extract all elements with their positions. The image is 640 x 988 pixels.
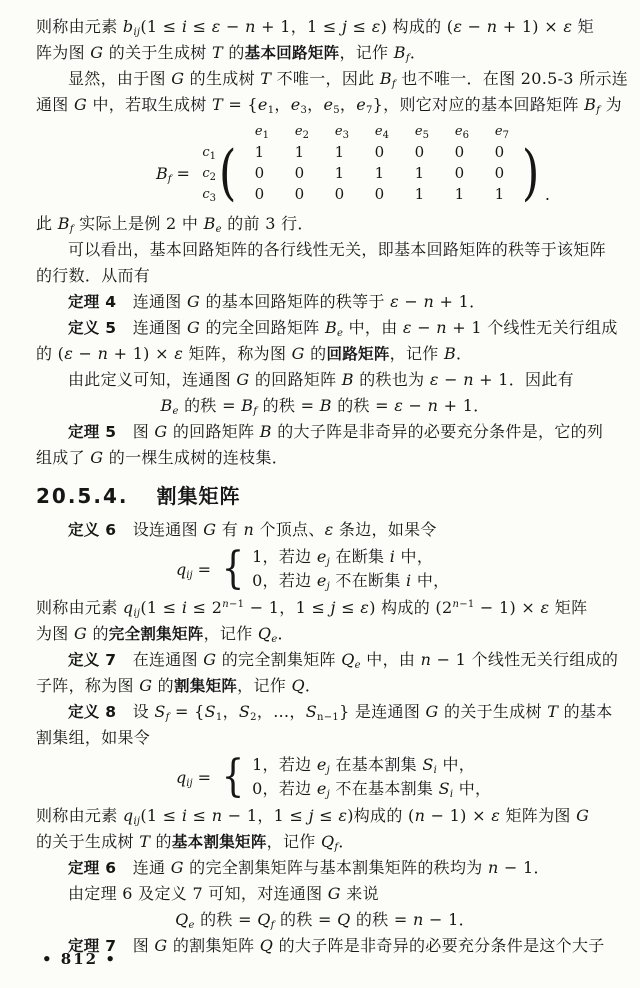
left-brace: { <box>221 543 245 594</box>
matrix-cell: 1 <box>334 164 345 182</box>
matrix-cell: 1 <box>294 143 305 161</box>
body-line: 通图 G 中，若取生成树 $T = \{e_1$，$e_3$，$e_5$，$e_7$}，则它对应的基本回路矩阵 $B_f$ 为 <box>36 95 622 116</box>
section-number: 20.5.4. <box>36 484 129 508</box>
matrix-cell: 0 <box>454 143 465 161</box>
body-line: 的 (ε − n + 1) × ε 矩阵，称为图 G 的回路矩阵，记作 B． <box>36 344 473 363</box>
body-line: 则称由元素 $q_{ij}(1 \le i \le n - 1$，1 ≤ j ≤ ε)构成的 (n − 1) × ε 矩阵为图 G <box>36 806 590 827</box>
matrix-row-label: $c_3$ <box>202 187 216 204</box>
equation-case-1: 1，若边 $e_j$ 在断集 i 中， <box>252 547 434 568</box>
matrix-col-header: $e_7$ <box>494 124 509 141</box>
matrix-col-header: $e_2$ <box>294 124 309 141</box>
matrix-cell: 0 <box>374 185 385 203</box>
theorem-5-line: 定理 5 图 G 的回路矩阵 B 的大子阵是非奇异的必要充分条件是，它的列 <box>68 422 604 441</box>
matrix-cell: 0 <box>254 185 265 203</box>
rank-equation-line: $B_e$ 的秩 = $B_f$ 的秩 = B 的秩 = ε − n + 1． <box>160 396 490 417</box>
circuit-matrix <box>156 122 614 208</box>
theorem-7-line: 定理 7 图 G 的割集矩阵 Q 的大子阵是非奇异的必要充分条件是这个大子 <box>68 936 605 955</box>
body-line: 的行数．从而有 <box>36 266 151 285</box>
matrix-row-label: $c_2$ <box>202 166 216 183</box>
matrix-grid <box>239 142 519 205</box>
matrix-cell: 1 <box>374 164 385 182</box>
body-line: 组成了 G 的一棵生成树的连枝集． <box>36 448 289 467</box>
matrix-cell: 0 <box>334 185 345 203</box>
body-line: 阵为图 G 的关于生成树 T 的基本回路矩阵，记作 $B_f$． <box>36 43 427 64</box>
section-heading <box>36 484 614 508</box>
theorem-4-line: 定理 4 连通图 G 的基本回路矩阵的秩等于 ε − n + 1． <box>68 292 486 311</box>
body-line: 此 $B_f$ 实际上是例 2 中 $B_e$ 的前 3 行． <box>36 214 314 235</box>
matrix-col-header: $e_1$ <box>254 124 269 141</box>
matrix-row-label: $c_1$ <box>202 145 216 162</box>
body-line: 则称由元素 $q_{ij}(1 \le i \le 2^{n-1} - 1$，1 ≤ j ≤ ε) 构成的 $(2^{n-1} - 1) \times \varepsilon$ 矩阵 <box>36 598 588 619</box>
definition-6-line: 定义 6 设连通图 G 有 n 个顶点、ε 条边，如果令 <box>68 520 437 539</box>
matrix-label: $B_f$ = <box>156 164 190 185</box>
matrix-cell: 1 <box>494 185 505 203</box>
body-line: 由此定义可知，连通图 G 的回路矩阵 B 的秩也为 ε − n + 1．因此有 <box>68 370 574 389</box>
matrix-row-labels <box>196 142 216 205</box>
matrix-cell: 0 <box>494 143 505 161</box>
body-line: 的关于生成树 T 的基本割集矩阵，记作 $Q_f$． <box>36 832 355 853</box>
definition-7-line: 定义 7 在连通图 G 的完全割集矩阵 $Q_e$ 中，由 n − 1 个线性无关行组成的 <box>68 650 619 671</box>
theorem-6-line: 定理 6 连通 G 的完全割集矩阵与基本割集矩阵的秩均为 n − 1． <box>68 858 550 877</box>
section-title: 割集矩阵 <box>156 484 241 508</box>
matrix-col-header: $e_5$ <box>414 124 429 141</box>
body-line: 则称由元素 $b_{ij}(1 \le i \le \varepsilon - n + 1$，1 ≤ j ≤ ε) 构成的 (ε − n + 1) × ε 矩 <box>36 17 594 38</box>
equation-case-2: 0，若边 $e_j$ 不在基本割集 $S_i$ 中， <box>252 779 492 800</box>
equation-lhs: $q_{ij}$ = <box>176 767 212 789</box>
matrix-cell: 1 <box>254 143 265 161</box>
left-brace: { <box>221 751 245 802</box>
matrix-cell: 1 <box>414 164 425 182</box>
matrix-col-header: $e_4$ <box>374 124 389 141</box>
left-paren: ( <box>218 138 237 208</box>
matrix-cell: 1 <box>414 185 425 203</box>
qij-cutset-equation <box>176 545 614 593</box>
page-number: • 812 • <box>42 950 117 968</box>
body-line: 由定理 6 及定义 7 可知，对连通图 G 来说 <box>68 884 379 903</box>
definition-5-line: 定义 5 连通图 G 的完全回路矩阵 $B_e$ 中，由 ε − n + 1 个线性无关行组成 <box>68 318 618 339</box>
matrix-cell: 0 <box>374 143 385 161</box>
matrix-column-headers <box>242 122 550 142</box>
matrix-cell: 0 <box>494 164 505 182</box>
equation-lhs: $q_{ij}$ = <box>176 559 212 581</box>
body-line: 子阵，称为图 G 的割集矩阵，记作 Q． <box>36 676 322 695</box>
matrix-cell: 0 <box>414 143 425 161</box>
qij-fundamental-cutset-equation <box>176 753 614 801</box>
matrix-cell: 0 <box>294 164 305 182</box>
matrix-col-header: $e_6$ <box>454 124 469 141</box>
definition-8-line: 定义 8 设 $S_f = \{S_1$，$S_2$，…，$S_{n-1}$} 是连通图 G 的关于生成树 T 的基本 <box>68 702 613 723</box>
body-line: 割集组，如果令 <box>36 728 151 747</box>
equation-case-1: 1，若边 $e_j$ 在基本割集 $S_i$ 中， <box>252 755 476 776</box>
rank-equation-line: $Q_e$ 的秩 = $Q_f$ 的秩 = Q 的秩 = n − 1． <box>175 910 475 931</box>
matrix-cell: 1 <box>334 143 345 161</box>
matrix-col-header: $e_3$ <box>334 124 349 141</box>
matrix-cell: 0 <box>454 164 465 182</box>
right-paren: ) <box>522 138 540 208</box>
matrix-cell: 0 <box>294 185 305 203</box>
body-line: 显然，由于图 G 的生成树 T 不唯一，因此 $B_f$ 也不唯一．在图 20.5-3 所示连 <box>68 69 629 90</box>
matrix-cell: 1 <box>454 185 465 203</box>
matrix-cell: 0 <box>254 164 265 182</box>
body-line: 可以看出，基本回路矩阵的各行线性无关，即基本回路矩阵的秩等于该矩阵 <box>68 240 606 259</box>
matrix-period: . <box>544 185 550 204</box>
body-line: 为图 G 的完全割集矩阵，记作 $Q_e$． <box>36 624 294 645</box>
equation-case-2: 0，若边 $e_j$ 不在断集 i 中， <box>252 571 450 592</box>
